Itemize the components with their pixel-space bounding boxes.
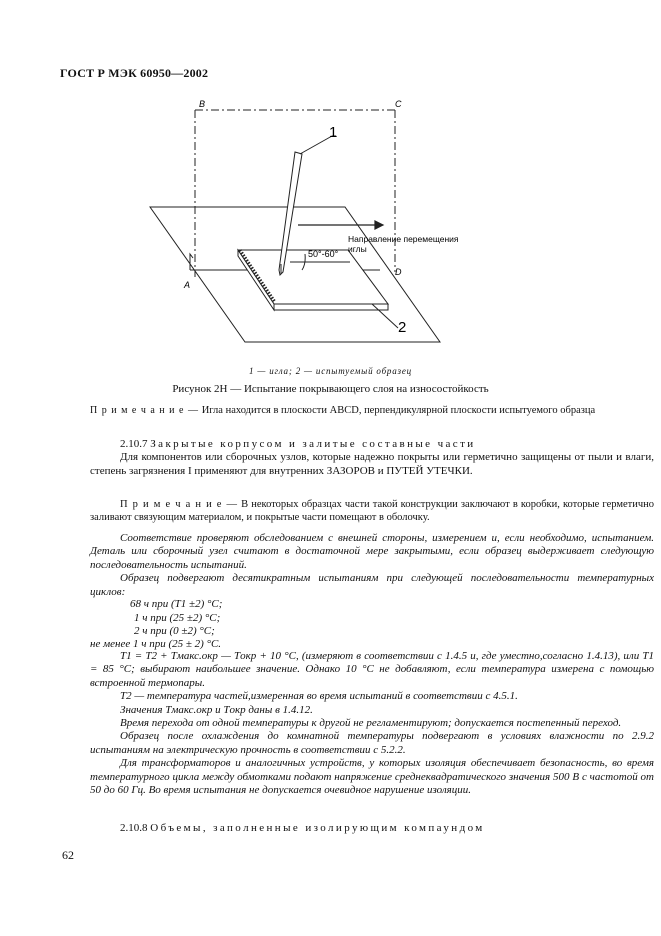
direction-label-1: Направление перемещения <box>348 234 459 244</box>
section-2-10-7 <box>90 438 654 478</box>
sample-intro: Образец подвергают десятикратным испытаниям при следующей последовательности температурных циклов: <box>90 572 654 598</box>
corner-b: B <box>199 99 206 109</box>
figure-caption: Рисунок 2Н — Испытание покрывающего слоя на износостойкость <box>172 383 489 395</box>
section-2-10-7-para: Для компонентов или сборочных узлов, которые надежно покрыты или герметично защищены от пыли и влаги, степень загрязнения I применяют для внутренних ЗАЗОРОВ и ПУТЕЙ УТЕЧКИ. <box>90 451 654 477</box>
compliance-para: Соответствие проверяют обследованием с внешней стороны, измерением и, если необходимо, испытанием. Деталь или сборочный узел считают в достаточной мере закрытыми, если образец выдерживает следующую последовательность испытаний. <box>90 532 654 571</box>
label-1: 1 <box>329 124 338 141</box>
note-2-label: П р и м е ч а н и е — <box>120 499 239 510</box>
values-given: Значения Tмакс.окр и Tокр даны в 1.4.12. <box>120 703 313 716</box>
page-header: ГОСТ Р МЭК 60950—2002 <box>60 66 209 80</box>
angle-label: 50°-60° <box>308 249 339 259</box>
section-2-10-8 <box>90 822 654 835</box>
transformers-text: Для трансформаторов и аналогичных устройств, у которых изоляция обеспечивает безопасность, во время температурного цикла между обмотками подают напряжение среднеквадратического значения 500 В с частотой от 50 до 60 Гц. Во время испытания не допускается очевидное нарушение изоляции. <box>90 757 654 797</box>
abrasion-test-figure <box>140 92 510 357</box>
t1-formula: T1 = T2 + Tмакс.окр — Tокр + 10 °C, (измеряют в соответствии с 1.4.5 и, где уместно,согласно 1.4.13), или T1 = 85 °C; выбирают наибольшее значение. Однако 10 °C не добавляют, если температура измерена с помощью встроенной термопары. <box>90 650 654 689</box>
note-1-text: Игла находится в плоскости ABCD, перпендикулярной плоскости испытуемого образца <box>201 405 596 416</box>
section-2-10-7-number: 2.10.7 <box>120 438 148 450</box>
figure-legend: 1 — игла; 2 — испытуемый образец <box>249 366 412 376</box>
section-2-10-8-number: 2.10.8 <box>120 822 148 834</box>
corner-d: D <box>395 267 402 277</box>
note-2-text: В некоторых образцах части такой конструкции заключают в коробки, которые герметично заливают связующим материалом, и покрытые части помещают в оболочку. <box>90 499 655 524</box>
direction-label-2: иглы <box>348 244 367 254</box>
direction-arrow <box>298 221 383 229</box>
label-2: 2 <box>398 319 407 336</box>
section-2-10-8-title: Объемы, заполненные изолирующим компаундом <box>150 822 485 834</box>
t2-definition: T2 — температура частей,измеренная во время испытаний в соответствии с 4.5.1. <box>120 690 518 703</box>
transition-text: Время перехода от одной температуры к другой не регламентируют; допускается постепенный переход. <box>120 717 622 730</box>
formula-block <box>90 650 654 797</box>
section-2-10-7-title: Закрытые корпусом и залитые составные части <box>150 438 476 450</box>
cycle-4: не менее 1 ч при (25 ± 2) °C. <box>90 638 222 650</box>
corner-a: A <box>184 280 191 290</box>
corner-c: C <box>395 99 402 109</box>
after-cooling-text: Образец после охлаждения до комнатной температуры подвергают в условиях влажности по 2.9.2 испытаниям на электрическую прочность в соответствии с 5.2.2. <box>90 730 654 756</box>
cycle-2: 1 ч при (25 ±2) °C; <box>134 612 221 624</box>
note-1-label: П р и м е ч а н и е — <box>90 405 199 416</box>
note-2 <box>90 498 654 525</box>
cycle-3: 2 ч при (0 ±2) °C; <box>134 625 215 637</box>
cycle-1: 68 ч при (T1 ±2) °C; <box>130 598 223 610</box>
compliance-text <box>90 532 654 599</box>
note-1 <box>90 404 654 417</box>
page-number: 62 <box>62 848 74 862</box>
